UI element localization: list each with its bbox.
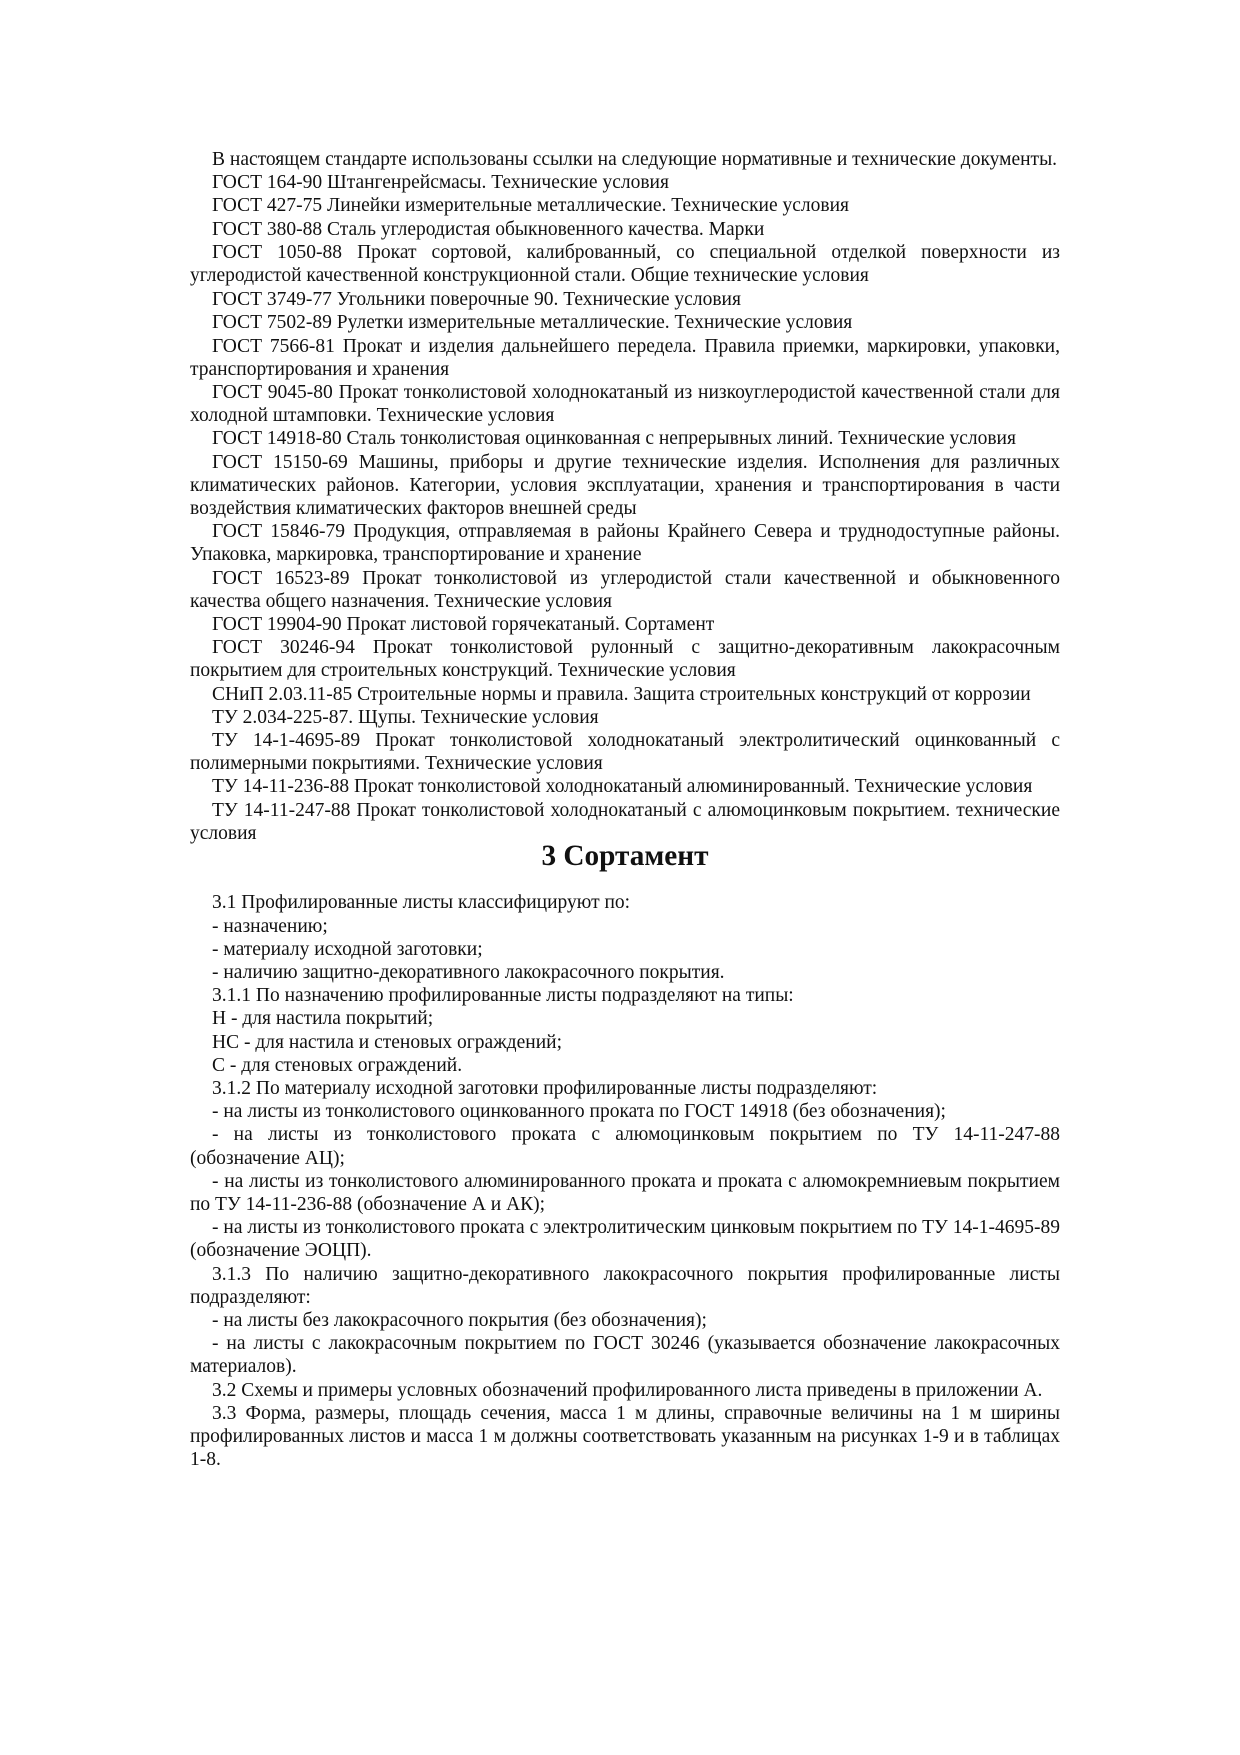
reference-item: ТУ 14-1-4695-89 Прокат тонколистовой холоднокатаный электролитический оцинкованный с полимерными покрытиями. Технические условия <box>190 730 1060 775</box>
reference-item: ГОСТ 427-75 Линейки измерительные металлические. Технические условия <box>212 195 850 217</box>
section-paragraph: 3.1 Профилированные листы классифицируют по: <box>212 892 631 914</box>
section-title: 3 Сортамент <box>541 840 709 873</box>
section-paragraph: 3.1.3 По наличию защитно-декоративного лакокрасочного покрытия профилированные листы подразделяют: <box>190 1263 1060 1308</box>
section-paragraph: 3.1.1 По назначению профилированные листы подразделяют на типы: <box>212 985 794 1007</box>
reference-item: ГОСТ 30246-94 Прокат тонколистовой рулонный с защитно-декоративным лакокрасочным покрытием для строительных конструкций. Технические условия <box>190 637 1060 682</box>
section-paragraph: НС - для настила и стеновых ограждений; <box>212 1031 562 1053</box>
reference-item: ГОСТ 1050-88 Прокат сортовой, калиброванный, со специальной отделкой поверхности из углеродистой качественной конструкционной стали. Общие технические условия <box>190 241 1060 287</box>
reference-item: ГОСТ 15150-69 Машины, приборы и другие технические изделия. Исполнения для различных климатических районов. Категории, условия эксплуатации, хранения и транспортирования в части воздействия климатических факторов внешней среды <box>190 451 1060 520</box>
section-paragraph: - на листы из тонколистового алюминированного проката и проката с алюмокремниевым покрытием по ТУ 14-11-236-88 (обозначение А и АК); <box>190 1170 1060 1215</box>
reference-item: ГОСТ 7566-81 Прокат и изделия дальнейшего передела. Правила приемки, маркировки, упаковки, транспортирования и хранения <box>190 335 1060 380</box>
section-paragraph: - материалу исходной заготовки; <box>212 938 483 960</box>
reference-item: ГОСТ 164-90 Штангенрейсмасы. Технические условия <box>212 172 669 194</box>
references-intro: В настоящем стандарте использованы ссылки на следующие нормативные и технические документы. <box>212 149 1058 170</box>
reference-item: ТУ 14-11-236-88 Прокат тонколистовой холоднокатаный алюминированный. Технические условия <box>212 776 1033 798</box>
section-paragraph: - на листы без лакокрасочного покрытия (без обозначения); <box>212 1309 707 1331</box>
reference-item: ГОСТ 3749-77 Угольники поверочные 90. Технические условия <box>212 289 741 311</box>
reference-item: ГОСТ 15846-79 Продукция, отправляемая в районы Крайнего Севера и труднодоступные районы. Упаковка, маркировка, транспортирование и хранение <box>190 521 1060 566</box>
reference-item: ГОСТ 19904-90 Прокат листовой горячекатаный. Сортамент <box>212 614 715 636</box>
section-paragraph: - наличию защитно-декоративного лакокрасочного покрытия. <box>212 961 725 983</box>
reference-item: СНиП 2.03.11-85 Строительные нормы и правила. Защита строительных конструкций от коррозии <box>212 683 1031 705</box>
reference-item: ГОСТ 14918-80 Сталь тонколистовая оцинкованная с непрерывных линий. Технические условия <box>212 428 1016 450</box>
section-body <box>190 891 1060 1471</box>
section-paragraph: 3.3 Форма, размеры, площадь сечения, масса 1 м длины, справочные величины на 1 м ширины профилированных листов и масса 1 м должны соответствовать указанным на рисунках 1-9 и в таблицах 1-8. <box>190 1402 1060 1471</box>
reference-item: ГОСТ 9045-80 Прокат тонколистовой холоднокатаный из низкоуглеродистой качественной стали для холодной штамповки. Технические условия <box>190 382 1060 427</box>
section-paragraph: - на листы из тонколистового проката с электролитическим цинковым покрытием по ТУ 14-1-4695-89 (обозначение ЭОЦП). <box>190 1217 1060 1262</box>
section-paragraph: - назначению; <box>212 915 328 937</box>
reference-item: ГОСТ 7502-89 Рулетки измерительные металлические. Технические условия <box>212 312 853 334</box>
section-paragraph: - на листы с лакокрасочным покрытием по ГОСТ 30246 (указывается обозначение лакокрасочных материалов). <box>190 1333 1060 1378</box>
section-paragraph: - на листы из тонколистового проката с алюмоцинковым покрытием по ТУ 14-11-247-88 (обозначение АЦ); <box>190 1124 1060 1169</box>
section-paragraph: 3.1.2 По материалу исходной заготовки профилированные листы подразделяют: <box>212 1077 878 1099</box>
section-paragraph: Н - для настила покрытий; <box>212 1008 434 1030</box>
reference-item: ТУ 14-11-247-88 Прокат тонколистовой холоднокатаный с алюмоцинковым покрытием. технические условия <box>190 799 1060 844</box>
document-page <box>190 148 1060 1471</box>
reference-item: ТУ 2.034-225-87. Щупы. Технические условия <box>212 706 599 728</box>
section-paragraph: С - для стеновых ограждений. <box>212 1054 463 1076</box>
references-block <box>190 148 1060 845</box>
reference-item: ГОСТ 380-88 Сталь углеродистая обыкновенного качества. Марки <box>212 218 765 240</box>
section-paragraph: 3.2 Схемы и примеры условных обозначений профилированного листа приведены в приложении А. <box>212 1379 1043 1401</box>
section-paragraph: - на листы из тонколистового оцинкованного проката по ГОСТ 14918 (без обозначения); <box>212 1101 946 1123</box>
reference-item: ГОСТ 16523-89 Прокат тонколистовой из углеродистой стали качественной и обыкновенного качества общего назначения. Технические условия <box>190 567 1060 612</box>
